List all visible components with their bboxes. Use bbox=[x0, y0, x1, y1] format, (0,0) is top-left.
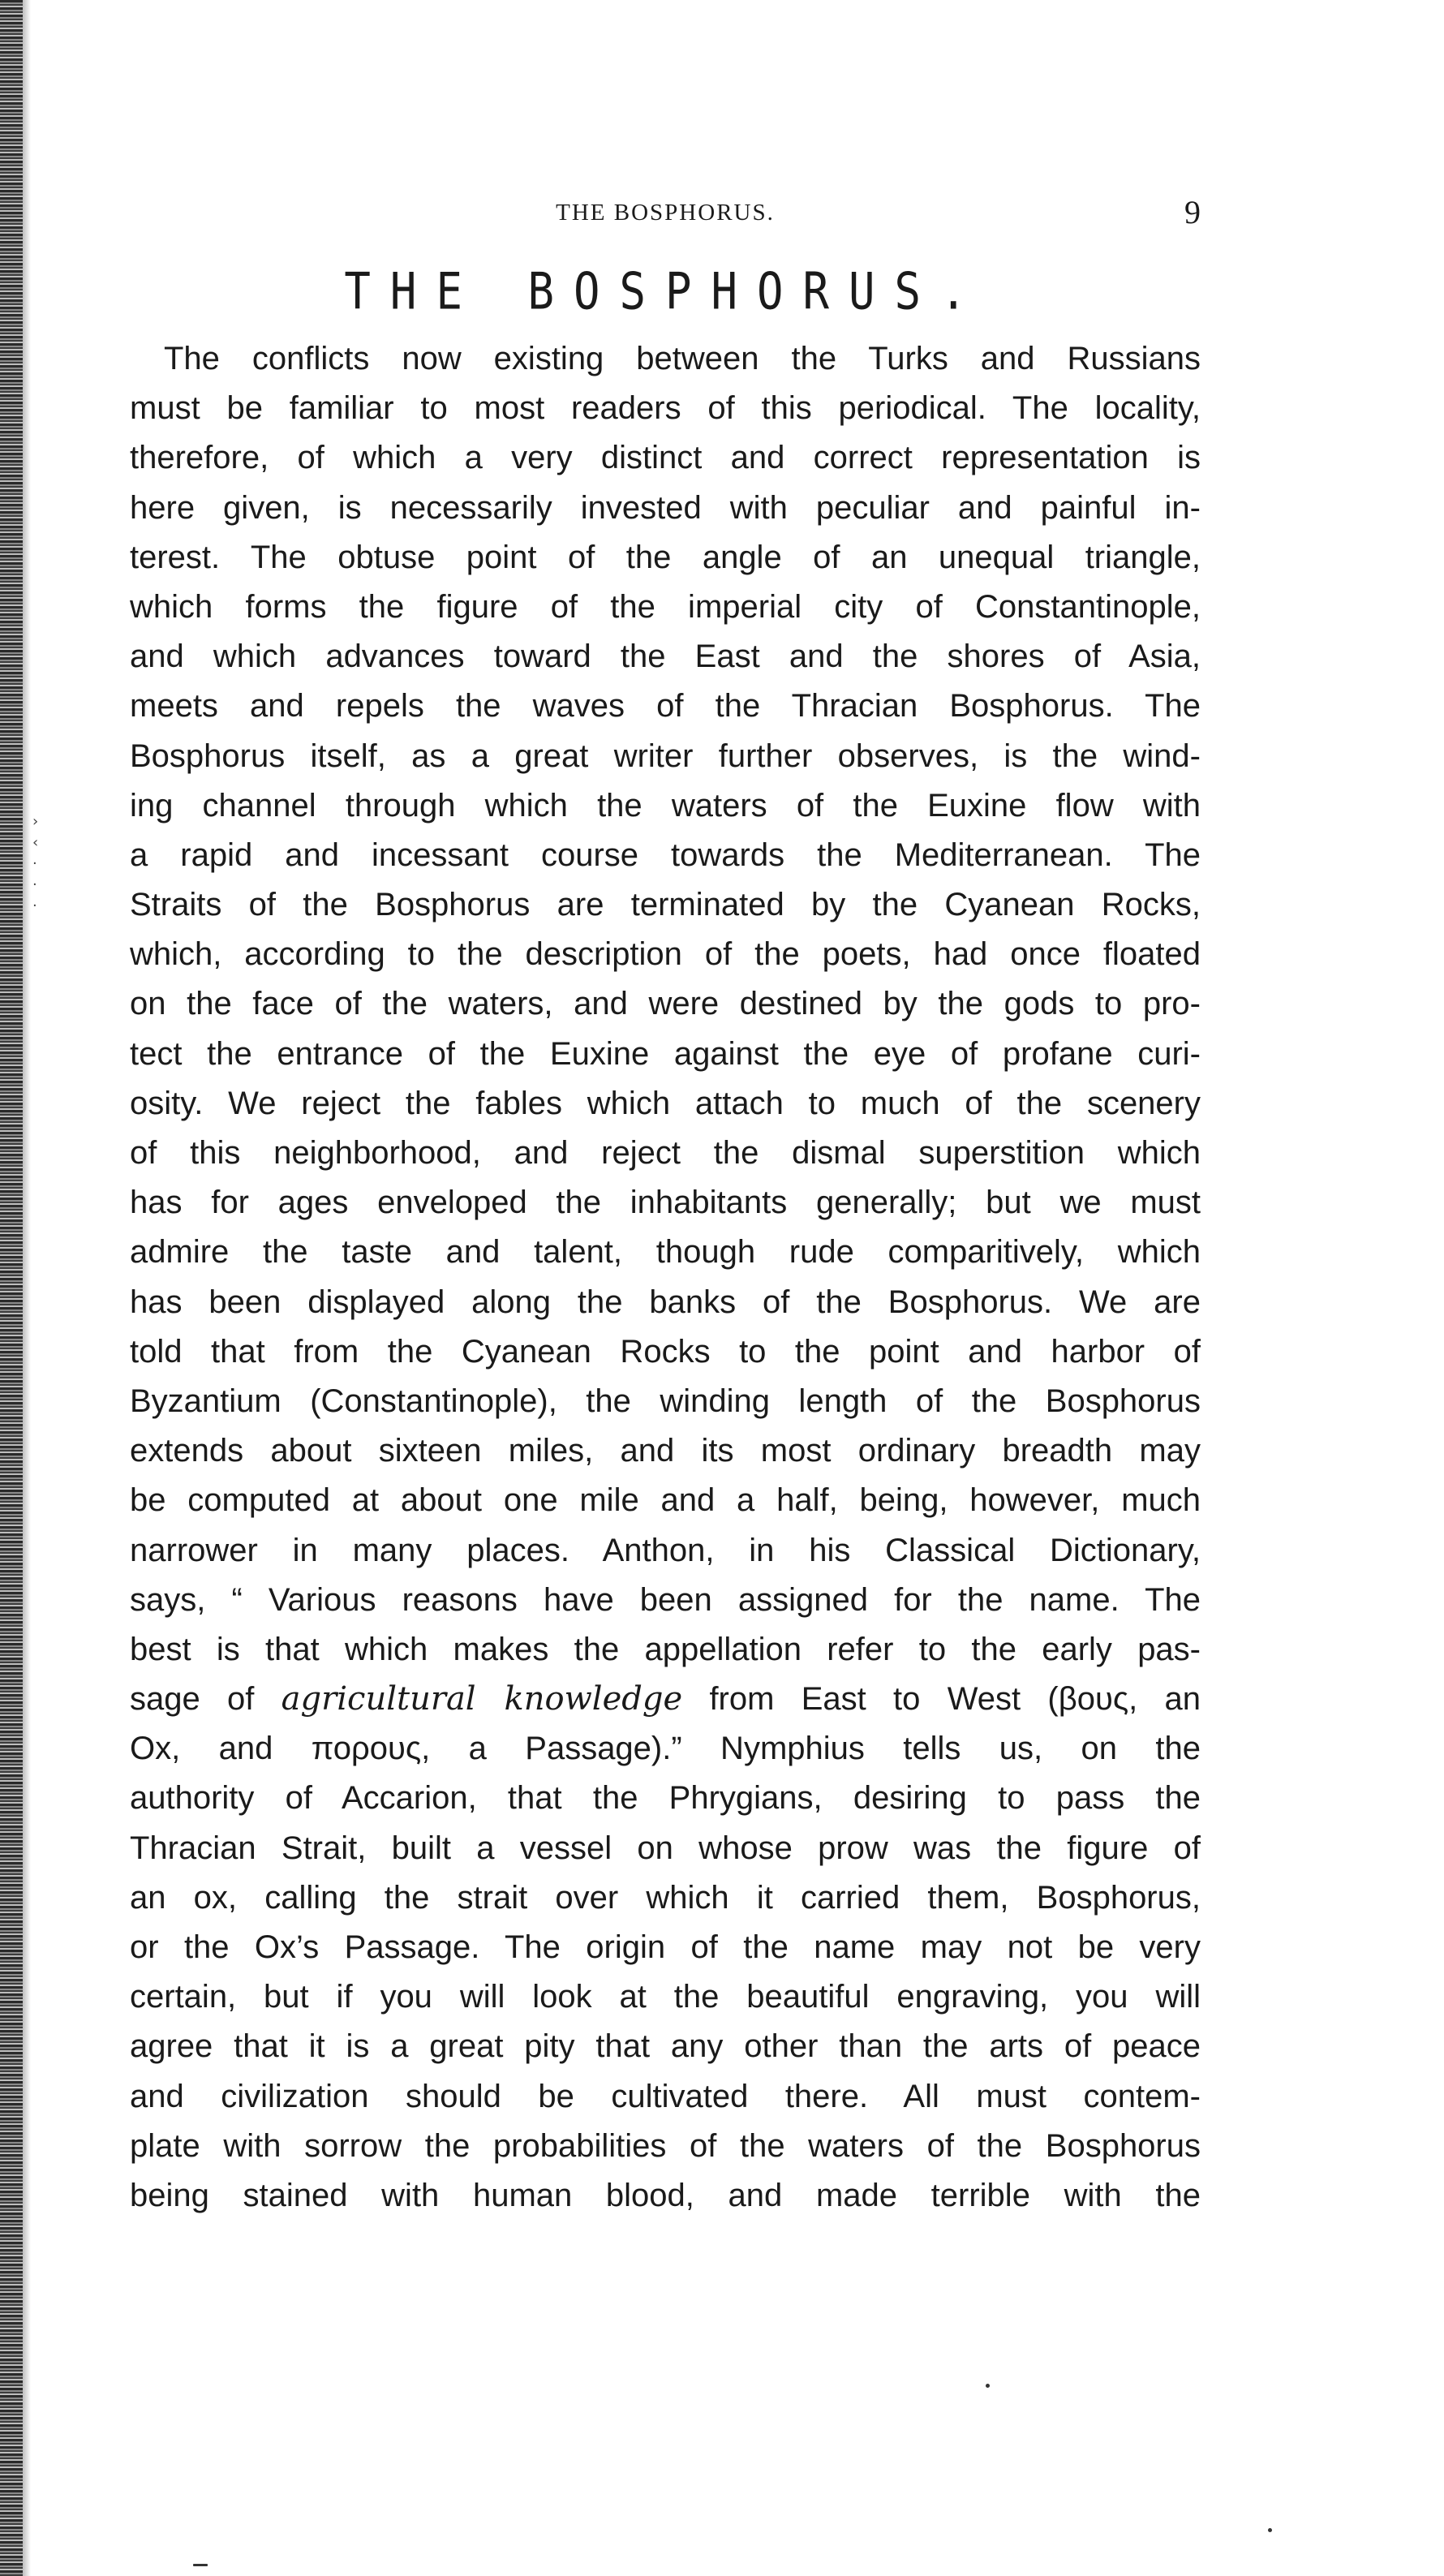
text-line: sage of agricultural knowledge from East to West (βους, an bbox=[130, 1680, 1201, 1718]
text-line: and civilization should be cultivated there. All must contem- bbox=[130, 2078, 1201, 2114]
text-line: Thracian Strait, built a vessel on whose prow was the figure of bbox=[130, 1830, 1201, 1866]
text-line: be computed at about one mile and a half, being, however, much bbox=[130, 1482, 1201, 1519]
article-title: THE BOSPHORUS. bbox=[344, 262, 986, 321]
text-line: of this neighborhood, and reject the dismal superstition which bbox=[130, 1135, 1201, 1171]
text-line: best is that which makes the appellation refer to the early pas- bbox=[130, 1631, 1201, 1667]
text-line: must be familiar to most readers of this periodical. The locality, bbox=[130, 390, 1201, 427]
text-line: Straits of the Bosphorus are terminated by the Cyanean Rocks, bbox=[130, 887, 1201, 923]
text-line: agree that it is a great pity that any other than the arts of peace bbox=[130, 2028, 1201, 2065]
running-title: THE BOSPHORUS. bbox=[556, 200, 775, 226]
text-line: meets and repels the waves of the Thracian Bosphorus. The bbox=[130, 688, 1201, 725]
text-line: osity. We reject the fables which attach to much of the scenery bbox=[130, 1085, 1201, 1121]
text-line: which forms the figure of the imperial city of Constantinople, bbox=[130, 588, 1201, 625]
text-line: narrower in many places. Anthon, in his Classical Dictionary, bbox=[130, 1532, 1201, 1568]
article-body bbox=[130, 334, 1201, 2221]
text-line: Bosphorus itself, as a great writer further observes, is the wind- bbox=[130, 738, 1201, 774]
text-line: has for ages enveloped the inhabitants generally; but we must bbox=[130, 1185, 1201, 1221]
page-number: 9 bbox=[1184, 194, 1201, 230]
text-line: on the face of the waters, and were destined by the gods to pro- bbox=[130, 986, 1201, 1022]
text-line: tect the entrance of the Euxine against the eye of profane curi- bbox=[130, 1035, 1201, 1072]
text-line: therefore, of which a very distinct and correct representation is bbox=[130, 440, 1201, 476]
text-line: plate with sorrow the probabilities of the waters of the Bosphorus bbox=[130, 2127, 1201, 2164]
text-line: Byzantium (Constantinople), the winding length of the Bosphorus bbox=[130, 1383, 1201, 1419]
text-line: says, “ Various reasons have been assigned for the name. The bbox=[130, 1581, 1201, 1618]
paper-speck bbox=[193, 2564, 208, 2566]
paper-speck bbox=[1268, 2528, 1272, 2532]
text-line: which, according to the description of the poets, had once floated bbox=[130, 936, 1201, 973]
text-line: told that from the Cyanean Rocks to the point and harbor of bbox=[130, 1333, 1201, 1370]
text-line: or the Ox’s Passage. The origin of the name may not be very bbox=[130, 1929, 1201, 1965]
text-line: The conflicts now existing between the Turks and Russians bbox=[164, 341, 1201, 376]
text-line: has been displayed along the banks of the Bosphorus. We are bbox=[130, 1284, 1201, 1320]
paper-speck bbox=[986, 2384, 990, 2388]
text-line: here given, is necessarily invested with peculiar and painful in- bbox=[130, 489, 1201, 526]
running-head bbox=[130, 195, 1201, 230]
text-line: being stained with human blood, and made terrible with the bbox=[130, 2177, 1201, 2213]
text-line: authority of Accarion, that the Phrygians, desiring to pass the bbox=[130, 1780, 1201, 1817]
text-line: terest. The obtuse point of the angle of an unequal triangle, bbox=[130, 539, 1201, 575]
text-line: extends about sixteen miles, and its most ordinary breadth may bbox=[130, 1433, 1201, 1469]
text-line: a rapid and incessant course towards the Mediterranean. The bbox=[130, 836, 1201, 873]
text-line: ing channel through which the waters of the Euxine flow with bbox=[130, 787, 1201, 824]
margin-marks: › ‹ · · · bbox=[32, 813, 39, 914]
text-line: admire the taste and talent, though rude comparitively, which bbox=[130, 1234, 1201, 1271]
text-line: and which advances toward the East and the shores of Asia, bbox=[130, 639, 1201, 675]
text-line: an ox, calling the strait over which it carried them, Bosphorus, bbox=[130, 1879, 1201, 1916]
text-line: certain, but if you will look at the beautiful engraving, you will bbox=[130, 1979, 1201, 2015]
text-line: Ox, and πορους, a Passage).” Nymphius tells us, on the bbox=[130, 1731, 1201, 1767]
emphasized-phrase: agricultural knowledge bbox=[281, 1680, 683, 1718]
book-binding-edge bbox=[0, 0, 23, 2576]
